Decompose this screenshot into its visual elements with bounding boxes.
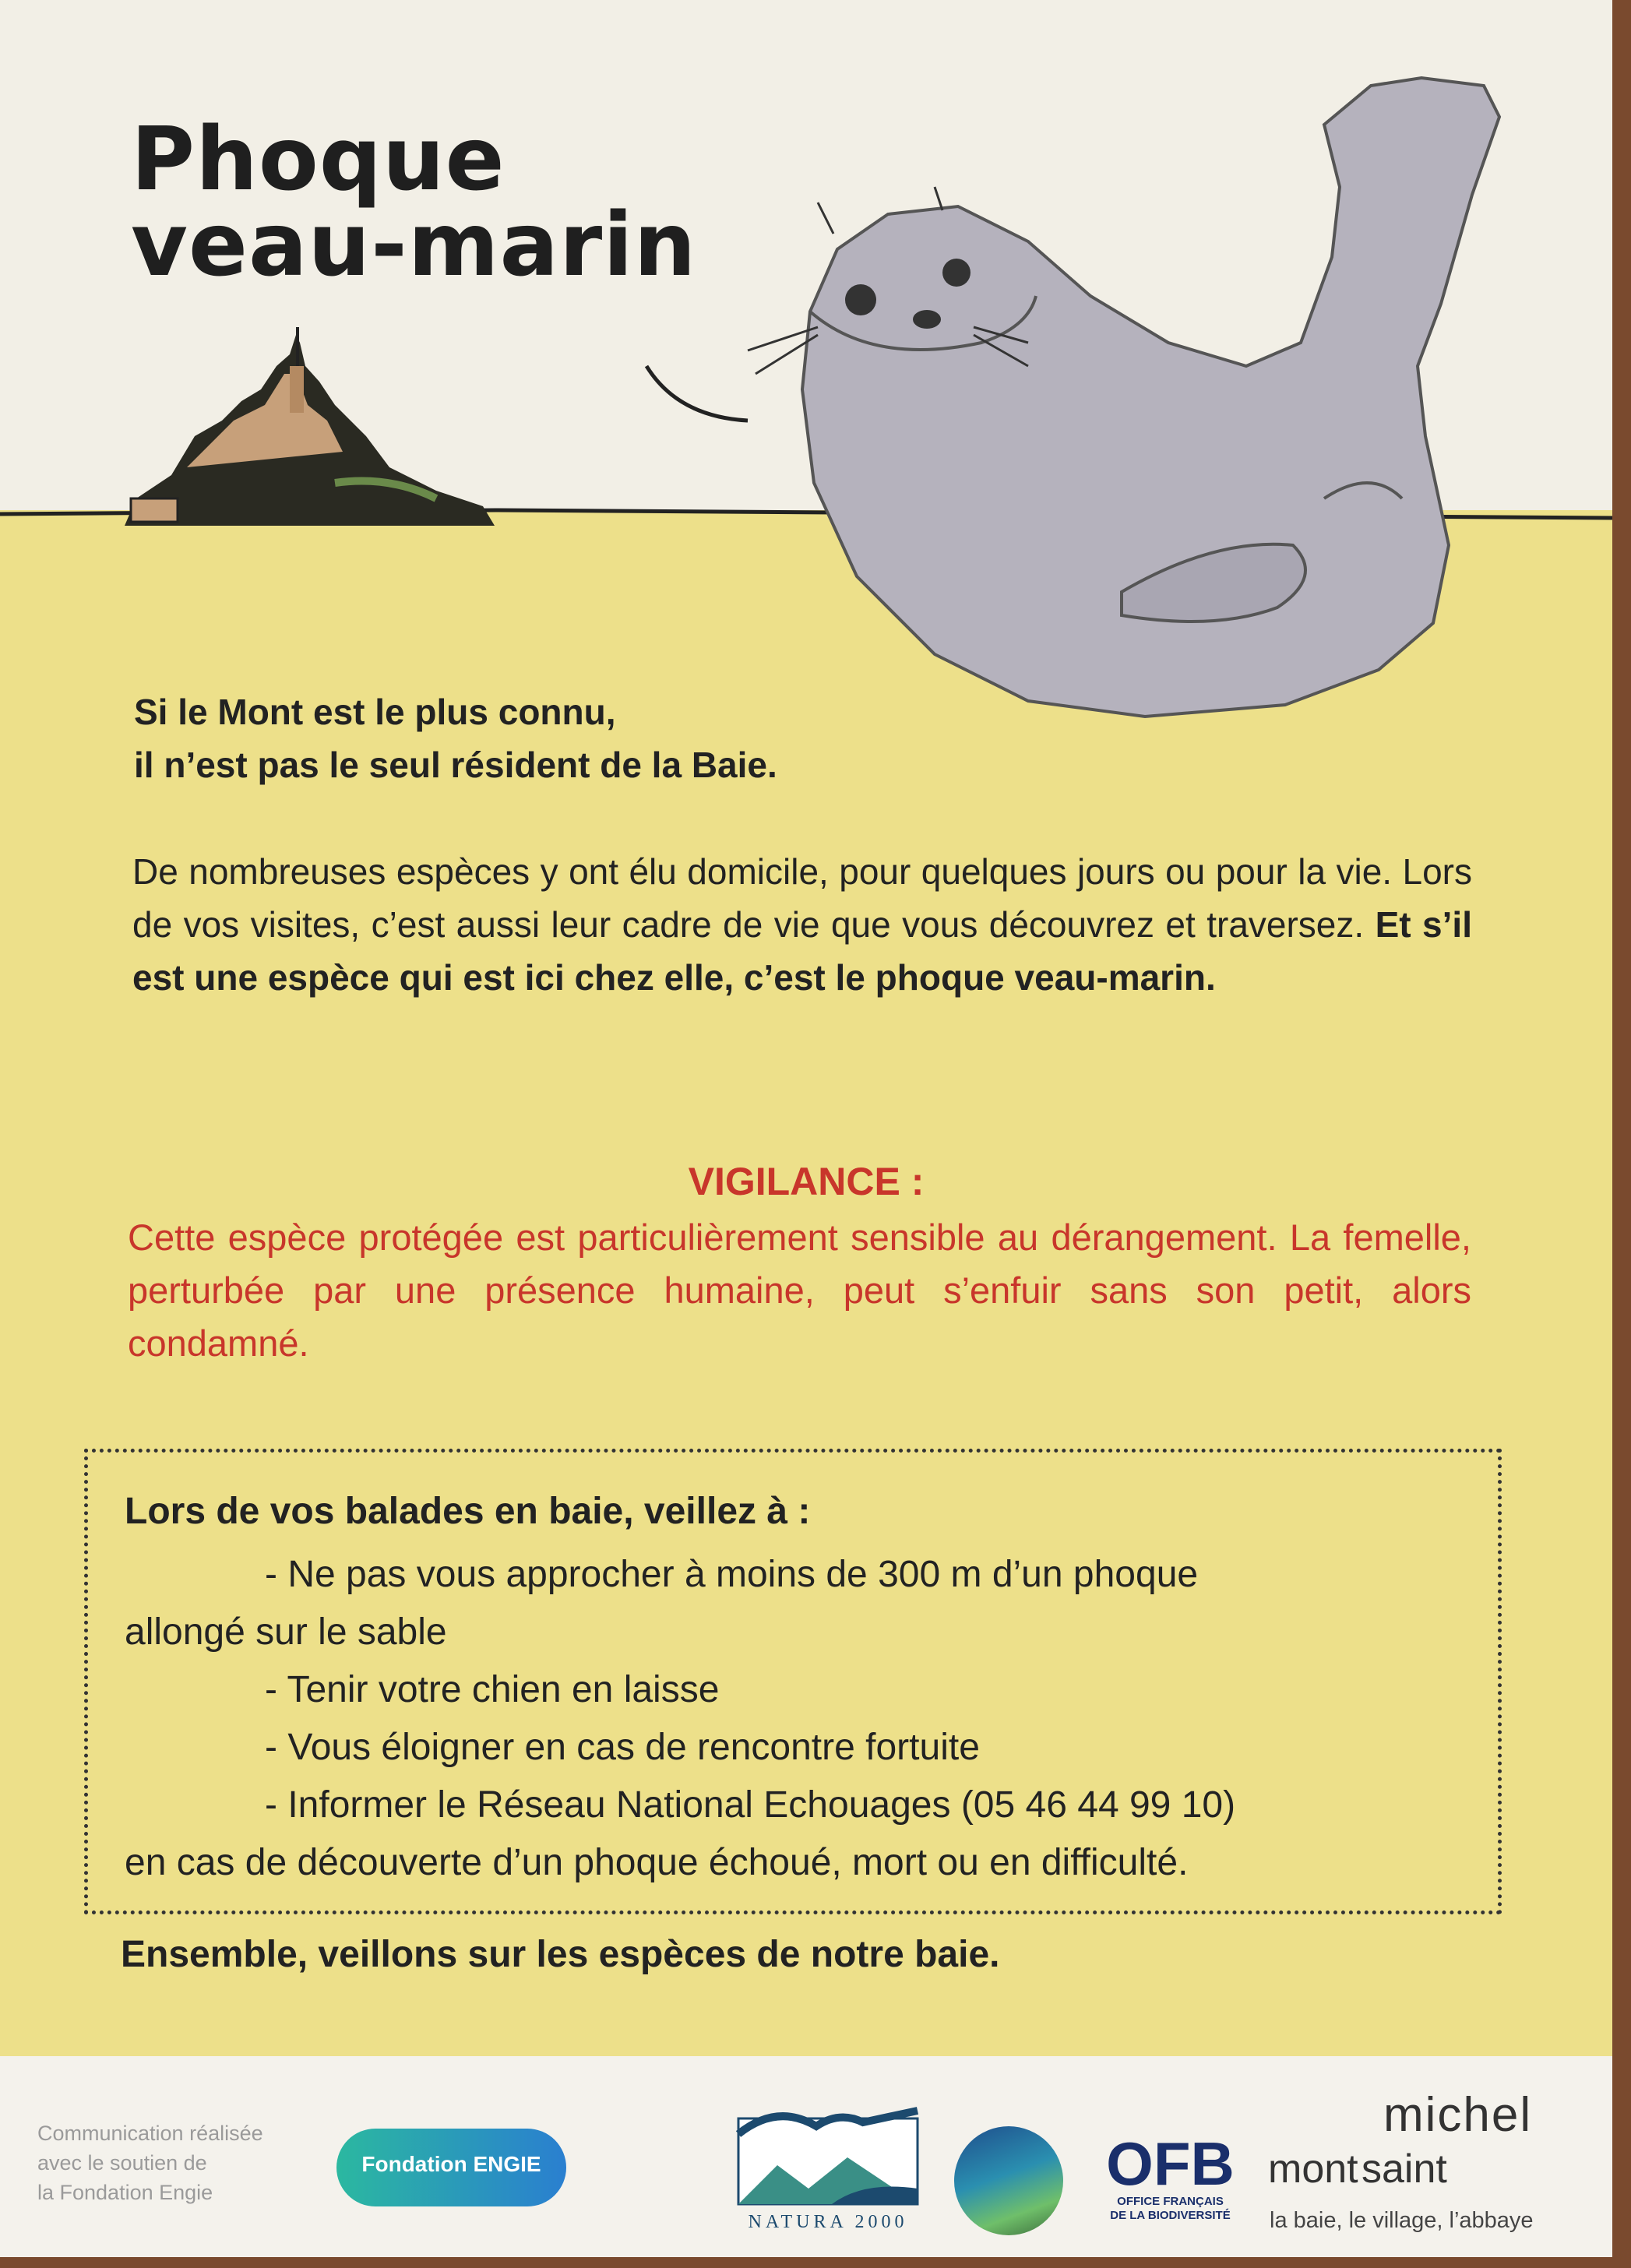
body-paragraph — [132, 845, 1472, 1004]
intro-line-1: Si le Mont est le plus connu, — [134, 692, 616, 732]
advice-item-4-continued: en cas de découverte d’un phoque échoué, mort ou en difficulté. — [125, 1842, 1189, 1883]
poster-title — [131, 109, 697, 296]
ofb-logo — [1087, 2129, 1254, 2222]
title-line-1: Phoque — [131, 109, 506, 210]
advice-item-1-continued: allongé sur le sable — [125, 1611, 447, 1653]
mont-saint-michel-illustration — [125, 327, 495, 526]
intro-text — [134, 685, 1069, 791]
advice-item-1: - Ne pas vous approcher à moins de 300 m d’un phoque — [265, 1554, 1199, 1595]
credit-line-3: la Fondation Engie — [37, 2181, 213, 2204]
credit-line-2: avec le soutien de — [37, 2151, 207, 2175]
ofb-circle-logo — [954, 2126, 1063, 2235]
natura-2000-icon — [731, 2095, 925, 2212]
msm-saint: saint — [1362, 2146, 1447, 2192]
title-line-2: veau-marin — [131, 195, 697, 296]
msm-tagline: la baie, le village, l’abbaye — [1270, 2208, 1534, 2233]
advice-item-4: - Informer le Réseau National Echouages (05 46 44 99 10) — [265, 1784, 1236, 1826]
seal-illustration — [748, 78, 1499, 717]
closing-text: Ensemble, veillons sur les espèces de notre baie. — [121, 1934, 1000, 1975]
body-bold-text: Et s’il est une espèce qui est ici chez elle, c’est le phoque veau-marin. — [132, 904, 1472, 998]
credit-line-1: Communication réalisée — [37, 2122, 263, 2145]
intro-line-2: il n’est pas le seul résident de la Baie. — [134, 745, 777, 785]
msm-mont: mont — [1268, 2146, 1358, 2192]
vigilance-title: VIGILANCE : — [688, 1160, 925, 1203]
msm-michel: michel — [1383, 2088, 1533, 2142]
ofb-subtitle-2: DE LA BIODIVERSITÉ — [1110, 2209, 1231, 2222]
advice-item-3: - Vous éloigner en cas de rencontre fortuite — [265, 1727, 980, 1768]
vigilance-text: Cette espèce protégée est particulièrement sensible au dérangement. La femelle, perturbée par une présence humaine, peut s’enfuir sans son petit, alors condamné. — [128, 1217, 1471, 1364]
fondation-engie-label: Fondation ENGIE — [361, 2152, 541, 2176]
footer-credit — [37, 2118, 333, 2207]
ofb-subtitle-1: OFFICE FRANÇAIS — [1117, 2195, 1224, 2208]
ofb-label: OFB — [1106, 2129, 1235, 2198]
mont-saint-michel-logo — [1268, 2083, 1580, 2239]
natura-2000-label: NATURA 2000 — [748, 2212, 908, 2232]
advice-item-2: - Tenir votre chien en laisse — [265, 1669, 720, 1710]
body-plain-text: De nombreuses espèces y ont élu domicile, pour quelques jours ou pour la vie. Lors de vos visites, c’est aussi leur cadre de vie que vous découvrez et traversez. — [132, 851, 1472, 945]
fondation-engie-logo — [336, 2129, 566, 2206]
natura-2000-logo — [731, 2095, 925, 2239]
advice-title: Lors de vos balades en baie, veillez à : — [125, 1491, 811, 1532]
advice-list — [125, 1546, 1464, 1892]
